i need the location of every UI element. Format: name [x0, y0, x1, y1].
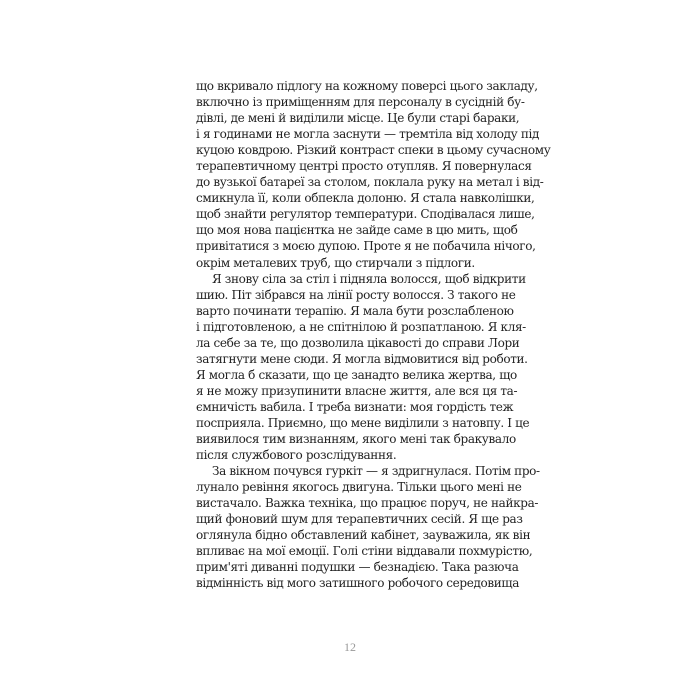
text-line: посприяла. Приємно, що мене виділили з натовпу. І це: [196, 415, 530, 430]
text-line: терапевтичному центрі просто отупляв. Я повернулася: [196, 159, 532, 174]
text-line: Я знову сіла за стіл і підняла волосся, щоб відкрити: [212, 271, 526, 286]
text-line: ла себе за те, що дозволила цікавості до справи Лори: [196, 335, 520, 350]
text-line: відмінність від мого затишного робочого середовища: [196, 576, 520, 591]
text-line: смикнула її, коли обпекла долоню. Я стала навколішки,: [196, 191, 535, 206]
text-line: і я годинами не могла заснути — тремтіла від холоду під: [196, 127, 540, 142]
text-line: затягнути мене сюди. Я могла відмовитися від роботи.: [196, 351, 528, 366]
text-line: окрім металевих труб, що стирчали з підлоги.: [196, 255, 475, 270]
text-line: дівлі, де мені й виділили місце. Це були старі бараки,: [196, 111, 520, 126]
text-line: куцою ковдрою. Різкий контраст спеки в цьому сучасному: [196, 143, 551, 158]
text-line: що моя нова пацієнтка не зайде саме в цю мить, щоб: [196, 223, 518, 238]
text-line: до вузької батареї за столом, поклала руку на метал і від-: [196, 175, 544, 190]
text-line: що вкривало підлогу на кожному поверсі цього закладу,: [196, 79, 538, 93]
text-line: шию. Піт зібрався на лінії росту волосся. З такого не: [196, 287, 516, 302]
text-line: привітатися з моєю дупою. Проте я не побачила нічого,: [196, 239, 536, 254]
page-number: 12: [344, 640, 356, 654]
text-line: впливає на мої емоції. Голі стіни віддавали похмурістю,: [196, 544, 533, 559]
text-line: я не можу призупинити власне життя, але вся ця та-: [196, 383, 518, 398]
text-line: виявилося тим визнанням, якого мені так бракувало: [196, 432, 516, 447]
text-line: варто починати терапію. Я мала бути розслабленою: [196, 303, 514, 318]
text-line: щоб знайти регулятор температури. Сподівалася лише,: [196, 207, 535, 222]
text-line: прим'яті диванні подушки — безнадією. Така разюча: [196, 560, 519, 575]
text-line: вистачало. Важка техніка, що працює поруч, не найкра-: [196, 496, 539, 511]
text-line: включно із приміщенням для персоналу в сусідній бу-: [196, 95, 525, 110]
body-text: [196, 78, 551, 592]
text-line: оглянула бідно обставлений кабінет, зауважила, як він: [196, 528, 531, 543]
text-line: і підготовленою, а не спітнілою й розпатланою. Я кля-: [196, 319, 526, 334]
text-line: щий фоновий шум для терапевтичних сесій. Я ще раз: [196, 512, 523, 527]
text-line: ємничість вабила. І треба визнати: моя гордість теж: [196, 399, 514, 414]
text-line: після службового розслідування.: [196, 448, 397, 463]
text-line: За вікном почувся гуркіт — я здригнулася. Потім про-: [212, 464, 540, 479]
text-line: лунало ревіння якогось двигуна. Тільки цього мені не: [196, 480, 522, 495]
text-line: Я могла б сказати, що це занадто велика жертва, що: [196, 367, 517, 382]
